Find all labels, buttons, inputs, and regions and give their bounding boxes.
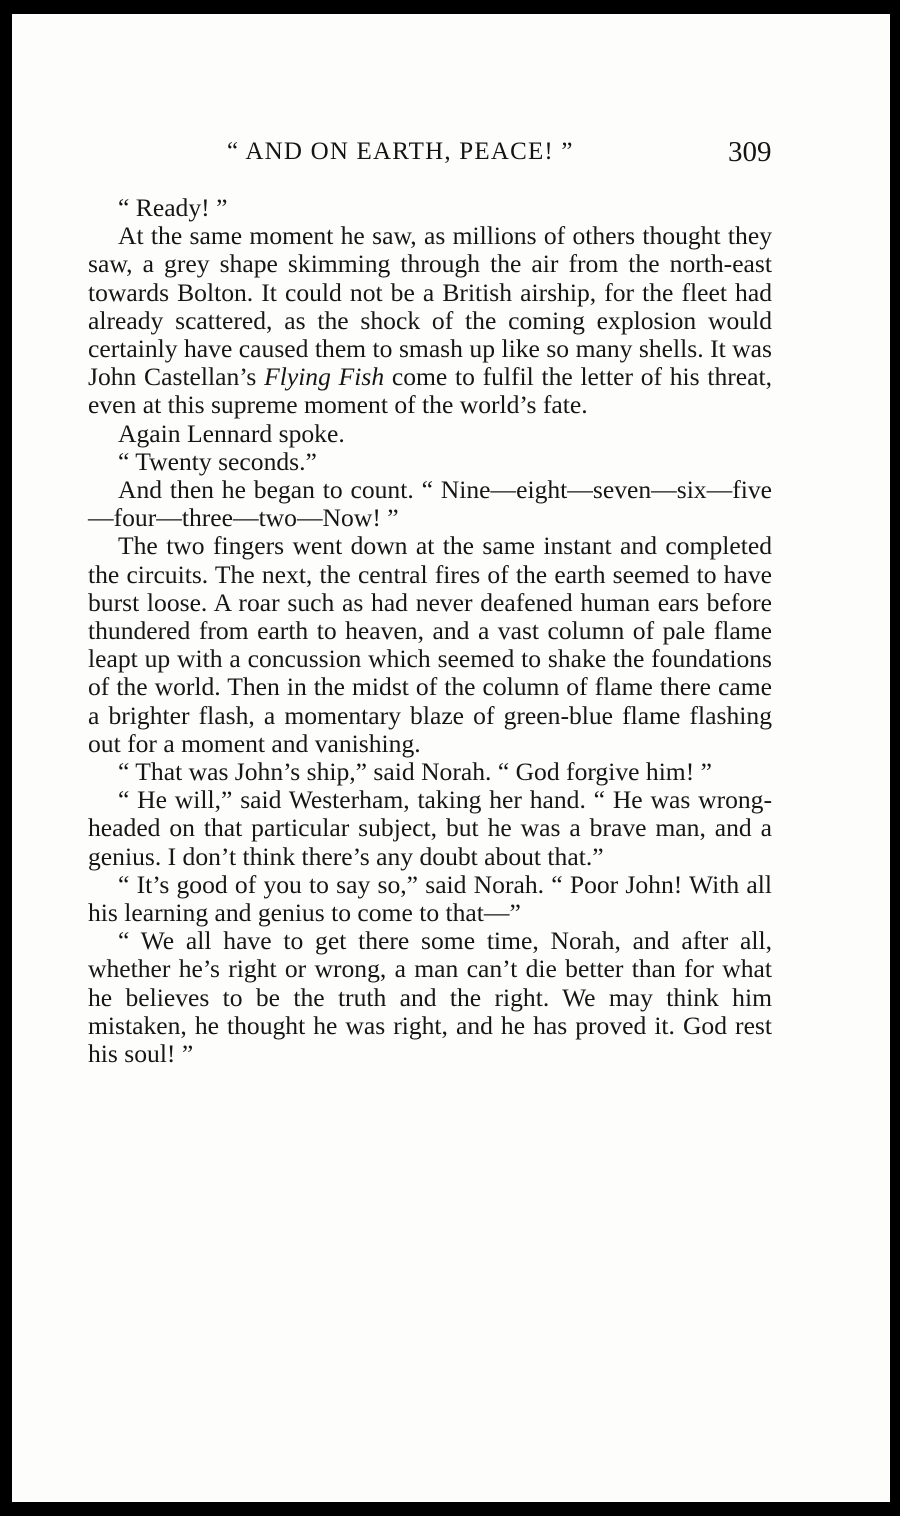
paragraph: The two fingers went down at the same instant and completed the circuits. The next, the central fires of the earth seemed to have burst loose. A roar such as had never deafened human ears before thundered from earth to heaven, and a vast column of pale flame leapt up with a concussion which seemed to shake the foundations of the world. Then in the midst of the column of flame there came a brighter flash, a momentary blaze of green-blue flame flashing out for a moment and vanishing. [88, 531, 772, 758]
body-text [88, 194, 772, 1068]
paragraph: “ That was John’s ship,” said Norah. “ God forgive him! ” [118, 757, 712, 787]
paragraph: “ Ready! ” [118, 193, 228, 222]
paragraph: And then he began to count. “ Nine—eight—seven—six—five—four—three—two—Now! ” [88, 475, 772, 533]
paragraph: “ He will,” said Westerham, taking her hand. “ He was wrong-headed on that particular subject, but he was a brave man, and a genius. I don’t think there’s any doubt about that.” [88, 785, 772, 871]
paragraph: “ It’s good of you to say so,” said Norah. “ Poor John! With all his learning and genius to come to that—” [88, 869, 772, 928]
running-head [0, 138, 900, 178]
ship-name: Flying Fish [264, 362, 385, 392]
paragraph: “ Twenty seconds.” [118, 446, 317, 476]
paragraph-text: At the same moment he saw, as millions of others thought they saw, a grey shape skimming through the air from the north-east towards Bolton. It could not be a British airship, for the fleet had already scattered, as the shock of the coming explosion would certainly have caused them to smash up like so many shells. It was John Castellan’s [88, 221, 772, 392]
paragraph: “ We all have to get there some time, Norah, and after all, whether he’s right or wrong, a man can’t die better than for what he believes to be the truth and the right. We may think him mistaken, he thought he was right, and he has proved it. God rest his soul! ” [88, 926, 772, 1069]
chapter-title: “ AND ON EARTH, PEACE! ” [227, 138, 574, 165]
paragraph [88, 222, 772, 419]
paragraph-text: come to fulfil the letter of his threat, even at this supreme moment of the world’s fate. [88, 362, 772, 420]
paragraph: Again Lennard spoke. [118, 418, 345, 448]
page-number: 309 [728, 136, 772, 168]
